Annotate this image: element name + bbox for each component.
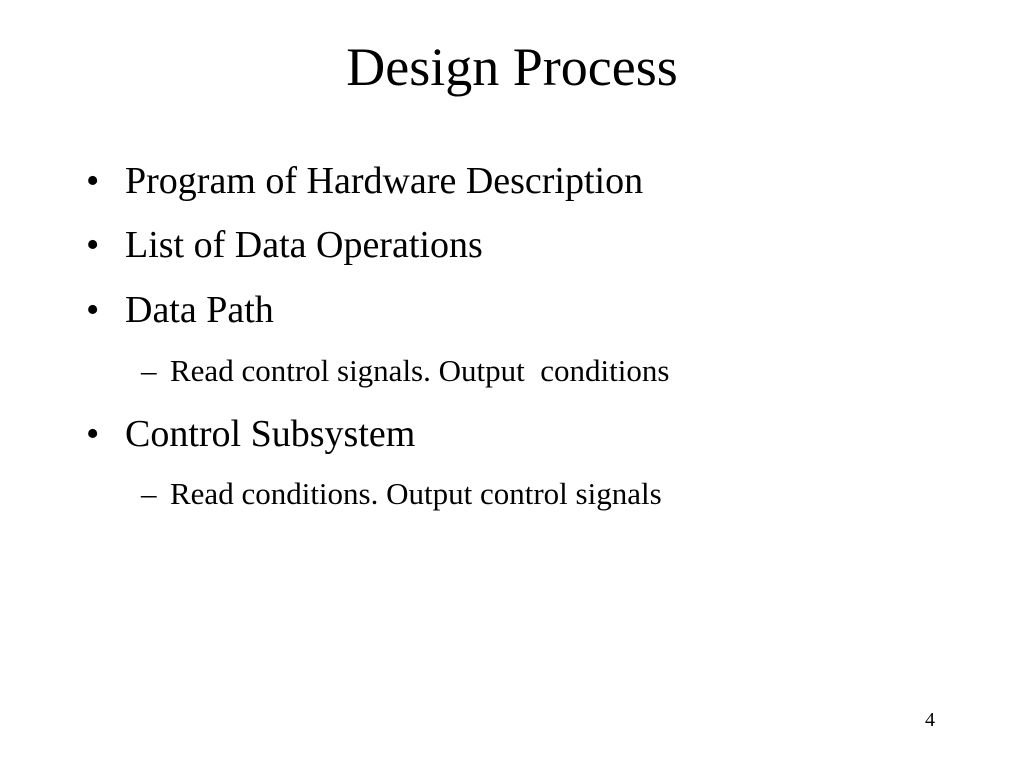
- sub-bullet-text: Read conditions. Output control signals: [170, 476, 662, 511]
- sub-bullet-item: [141, 476, 662, 512]
- bullet-text: Program of Hardware Description: [125, 160, 644, 202]
- bullet-marker: •: [86, 289, 100, 331]
- bullet-item: [86, 223, 483, 267]
- bullet-marker: •: [86, 413, 100, 455]
- slide-title: Design Process: [346, 37, 678, 97]
- bullet-text: List of Data Operations: [125, 224, 483, 266]
- bullet-marker: •: [86, 224, 100, 266]
- bullet-item: [86, 288, 274, 332]
- bullet-item: [86, 412, 415, 456]
- bullet-item: [86, 159, 643, 203]
- bullet-text: Control Subsystem: [125, 413, 416, 455]
- sub-bullet-marker: –: [141, 353, 157, 388]
- page-number: 4: [925, 709, 935, 731]
- bullet-text: Data Path: [125, 289, 274, 331]
- sub-bullet-text: Read control signals. Output conditions: [170, 353, 670, 388]
- sub-bullet-marker: –: [141, 476, 157, 511]
- bullet-marker: •: [86, 160, 100, 202]
- sub-bullet-item: [141, 353, 669, 389]
